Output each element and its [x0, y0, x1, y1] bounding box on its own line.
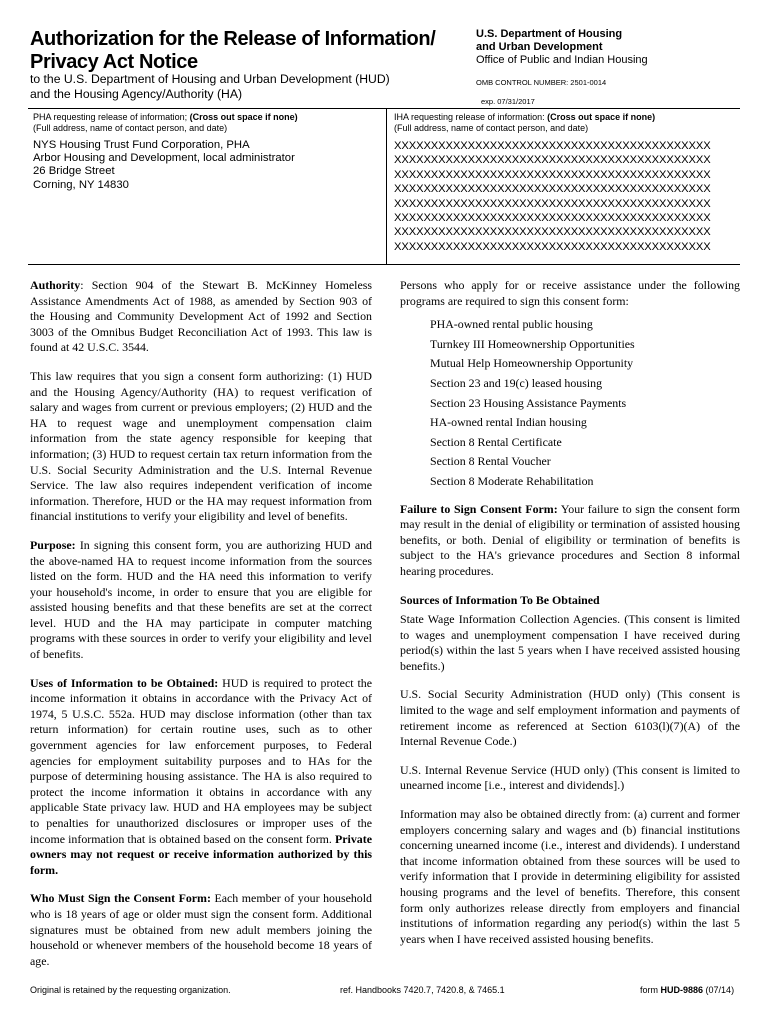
list-item: Section 8 Rental Certificate [430, 434, 562, 449]
law-paragraph: This law requires that you sign a consent form authorizing: (1) HUD and the Housing Agency/Authority (HA) to request verification of salary and wages from current or previous employers; (2) HUD and the HA to request wage and unemployment compensation claim information from the state agency responsible for keeping that information; (3) HUD to request certain tax return information from the U.S. Social Security Administration and the U.S. Internal Revenue Service. The law also requires independent verification of income information. Therefore, HUD or the HA may request information from financial institutions to verify your eligibility and level of benefits. [30, 368, 372, 524]
middle-divider [28, 264, 740, 265]
box-divider [386, 108, 387, 264]
uses-bold-tail: Private owners may not request or receive information authorized by this form. [30, 831, 372, 877]
iha-sublabel: (Full address, name of contact person, and date) [394, 123, 589, 133]
programs-intro: Persons who apply for or receive assistance under the following programs are required to sign this consent form: [400, 278, 740, 308]
form-title [30, 28, 450, 74]
list-item: Section 23 and 19(c) leased housing [430, 375, 603, 390]
list-item: Mutual Help Homeownership Opportunity [430, 356, 634, 371]
footer-right [640, 985, 734, 995]
footer-form-prefix: form [640, 985, 661, 995]
failure-paragraph [400, 502, 740, 580]
left-column [30, 278, 372, 982]
list-item: Section 8 Moderate Rehabilitation [430, 473, 594, 488]
authority-text: : Section 904 of the Stewart B. McKinney Homeless Assistance Amendments Act of 1988, as amended by Section 903 of the Housing and Community Development Act of 1992 and Section 3003 of the Omnibus Budget Reconciliation Act of 1993. This law is found at 42 U.S.C. 3544. [30, 278, 372, 355]
pha-line: NYS Housing Trust Fund Corporation, PHA [33, 139, 250, 151]
iha-crossout-line: XXXXXXXXXXXXXXXXXXXXXXXXXXXXXXXXXXXXXXXXXXX [394, 183, 711, 196]
form-subtitle-line2: and the Housing Agency/Authority (HA) [30, 87, 243, 101]
form-title-line1: Authorization for the Release of Information/ [30, 28, 436, 50]
ssa-paragraph: U.S. Social Security Administration (HUD only) (This consent is limited to the wage and self employment information and payments of retirement income as referenced at Section 6103(l)(7)(A) of the Internal Revenue Code.) [400, 687, 740, 749]
sources-heading [400, 593, 740, 609]
list-item: HA-owned rental Indian housing [430, 415, 587, 430]
footer-left: Original is retained by the requesting organization. [30, 985, 231, 995]
failure-text: Your failure to sign the consent form may result in the denial of eligibility or termination of assisted housing benefits, or both. Denial of eligibility or termination of benefits is subject to the HA's grievance procedures and Section 8 informal hearing procedures. [400, 501, 740, 578]
uses-text: HUD is required to protect the income information it obtains in accordance with the Privacy Act of 1974, 5 U.S.C. 552a. HUD may disclose information (other than tax return information) for certain routine uses, such as to other government agencies for law enforcement purposes, to Federal agencies for employment suitability purposes and to HAs for the purpose of determining housing assistance. The HA is also required to protect the income information it obtains in accordance with any applicable State privacy law. HUD and HA employees may be subject to penalties for unauthorized disclosures or improper uses of the income information that is obtained based on the consent form. [30, 675, 372, 846]
top-divider [28, 108, 740, 109]
list-item: PHA-owned rental public housing [430, 317, 593, 332]
direct-sources-paragraph: Information may also be obtained directly from: (a) current and former employers concerning salary and wages and (b) financial institutions concerning unearned income (i.e., interest and dividends). I understand that income information obtained from these sources will be used to verify information that I provide in determining eligibility for assisted housing programs and the level of benefits. Therefore, this consent form only authorizes release directly from employers and financial institutions of information regarding any period(s) within the last 5 years when I have received assisted housing benefits. [400, 807, 740, 946]
omb-control-number: OMB CONTROL NUMBER: 2501-0014 [476, 78, 607, 87]
authority-heading: Authority [30, 278, 81, 292]
list-item: Section 23 Housing Assistance Payments [430, 395, 627, 410]
footer-center: ref. Handbooks 7420.7, 7420.8, & 7465.1 [340, 985, 505, 995]
list-item: Turnkey III Homeownership Opportunities [430, 336, 635, 351]
who-must-sign-heading: Who Must Sign the Consent Form: [30, 891, 211, 906]
iha-crossout-line: XXXXXXXXXXXXXXXXXXXXXXXXXXXXXXXXXXXXXXXXXXX [394, 154, 711, 167]
uses-heading: Uses of Information to be Obtained: [30, 675, 219, 690]
form-number: HUD-9886 [660, 985, 704, 995]
agency-line2: and Urban Development [476, 41, 603, 53]
pha-line: Arbor Housing and Development, local administrator [33, 152, 295, 165]
iha-box-label [394, 112, 739, 134]
form-subtitle-line1: to the U.S. Department of Housing and Urban Development (HUD) [30, 72, 390, 86]
iha-crossout-line: XXXXXXXXXXXXXXXXXXXXXXXXXXXXXXXXXXXXXXXXXXX [394, 240, 711, 253]
iha-label-text: IHA requesting release of information: [394, 112, 548, 122]
iha-crossout-line: XXXXXXXXXXXXXXXXXXXXXXXXXXXXXXXXXXXXXXXXXXX [394, 168, 711, 181]
purpose-text: In signing this consent form, you are authorizing HUD and the above-named HA to request income information from the sources listed on the form. HUD and the HA need this information to verify your household's income, in order to ensure that you are eligible for assisted housing benefits and that these benefits are set at the correct level. HUD and the HA may participate in computer matching programs with these sources in order to verify your eligibility and level of benefits. [30, 537, 372, 662]
authority-paragraph [30, 278, 372, 356]
form-title-line2: Privacy Act Notice [30, 51, 198, 73]
who-must-sign-text: Each member of your household who is 18 years of age or older must sign the consent form. Additional signatures must be obtained from new adult members joining the household or whenever members of the household become 18 years of age. [30, 891, 372, 968]
agency-line3: Office of Public and Indian Housing [476, 54, 648, 66]
pha-line: Corning, NY 14830 [33, 178, 129, 191]
failure-heading: Failure to Sign Consent Form: [400, 501, 558, 516]
agency-block [476, 28, 766, 108]
programs-list [430, 315, 740, 491]
pha-address-field[interactable] [33, 139, 373, 192]
pha-label-text: PHA requesting release of information; [33, 112, 190, 122]
pha-line: 26 Bridge Street [33, 165, 115, 178]
form-subtitle [30, 72, 450, 102]
sources-heading-text: Sources of Information To Be Obtained [400, 592, 600, 607]
iha-address-field[interactable] [394, 139, 739, 254]
irs-paragraph: U.S. Internal Revenue Service (HUD only) (This consent is limited to unearned income [i.e., interest and dividends].) [400, 762, 740, 793]
iha-label-bold: (Cross out space if none) [547, 112, 656, 122]
expiration-date: exp. 07/31/2017 [481, 97, 535, 106]
right-column [400, 278, 740, 960]
purpose-paragraph [30, 538, 372, 663]
state-wage-paragraph: State Wage Information Collection Agencies. (This consent is limited to wages and unemployment compensation I have received during period(s) within the last 5 years when I have received assisted housing benefits.) [400, 612, 740, 673]
form-date: (07/14) [703, 985, 735, 995]
uses-paragraph [30, 676, 372, 879]
pha-sublabel: (Full address, name of contact person, and date) [33, 123, 228, 133]
pha-label-bold: (Cross out space if none) [189, 112, 298, 122]
iha-crossout-line: XXXXXXXXXXXXXXXXXXXXXXXXXXXXXXXXXXXXXXXXXXX [394, 212, 711, 225]
list-item: Section 8 Rental Voucher [430, 454, 551, 469]
pha-box-label [33, 112, 378, 134]
iha-crossout-line: XXXXXXXXXXXXXXXXXXXXXXXXXXXXXXXXXXXXXXXXXXX [394, 226, 711, 239]
agency-line1: U.S. Department of Housing [476, 28, 623, 40]
iha-crossout-line: XXXXXXXXXXXXXXXXXXXXXXXXXXXXXXXXXXXXXXXXXXX [394, 140, 711, 152]
who-must-sign-paragraph [30, 891, 372, 969]
purpose-heading: Purpose: [30, 537, 76, 552]
iha-crossout-line: XXXXXXXXXXXXXXXXXXXXXXXXXXXXXXXXXXXXXXXXXXX [394, 197, 711, 210]
